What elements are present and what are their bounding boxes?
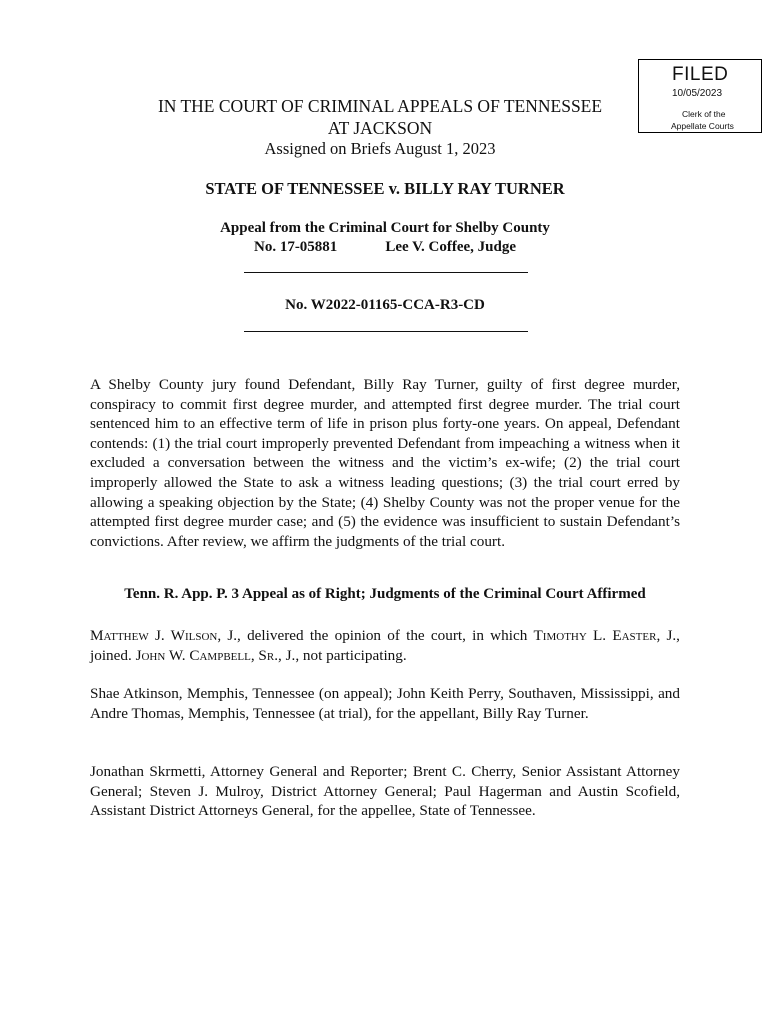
filed-stamp-title: FILED	[672, 64, 729, 85]
court-location: AT JACKSON	[327, 118, 433, 138]
author-judge: Matthew J. Wilson	[90, 627, 218, 644]
appellee-counsel: Jonathan Skrmetti, Attorney General and Reporter; Brent C. Cherry, Senior Assistant Attorney General; Steven J. Mulroy, District Attorney General; Paul Hagerman and Austin Scofield, Assistant District Attorneys General, for the appellee, State of Tennessee.	[90, 763, 680, 820]
trial-case-line	[0, 239, 770, 256]
court-name: IN THE COURT OF CRIMINAL APPEALS OF TENNESSEE	[157, 96, 603, 116]
appeal-from: Appeal from the Criminal Court for Shelby County	[220, 220, 550, 236]
trial-case-number: No. 17-05881	[253, 239, 338, 255]
joining-judge: Timothy L. Easter	[533, 627, 657, 644]
filed-stamp-line1: Clerk of the	[682, 109, 726, 119]
author-suffix: , J., delivered the opinion of the court, in which	[217, 627, 534, 644]
filed-stamp-line2: Appellate Courts	[671, 121, 734, 131]
joining-suffix: , J., joined.	[90, 627, 680, 664]
docket-number: No. W2022-01165-CCA-R3-CD	[285, 297, 485, 313]
assigned-date: Assigned on Briefs August 1, 2023	[264, 139, 496, 158]
judges-paragraph	[90, 626, 680, 665]
divider-top	[244, 272, 528, 273]
filed-stamp-date: 10/05/2023	[672, 88, 723, 99]
trial-judge: Lee V. Coffee, Judge	[385, 239, 516, 255]
case-caption: STATE OF TENNESSEE v. BILLY RAY TURNER	[205, 179, 565, 198]
case-summary: A Shelby County jury found Defendant, Billy Ray Turner, guilty of first degree murder, conspiracy to commit first degree murder, and attempted first degree murder. The trial court sentenced him to an effective term of life in prison plus forty-one years. On appeal, Defendant contends: (1) the trial court improperly prevented Defendant from impeaching a witness when it excluded a conversation between the witness and the victim’s ex-wife; (2) the trial court improperly allowed the State to ask a witness leading questions; (3) the trial court erred by allowing a speaking objection by the State; (4) Shelby County was not the proper venue for the attempted first degree murder case; and (5) the evidence was insufficient to sustain Defendant’s convictions. After review, we affirm the judgments of the trial court.	[90, 376, 680, 550]
holding-line: Tenn. R. App. P. 3 Appeal as of Right; Judgments of the Criminal Court Affirmed	[124, 586, 646, 602]
divider-bottom	[244, 331, 528, 332]
non-participating-judge: John W. Campbell, Sr.	[135, 646, 279, 664]
non-participating-suffix: , J., not participating.	[278, 646, 407, 664]
appellant-counsel: Shae Atkinson, Memphis, Tennessee (on appeal); John Keith Perry, Southaven, Mississippi, and Andre Thomas, Memphis, Tennessee (at trial), for the appellant, Billy Ray Turner.	[90, 685, 680, 722]
